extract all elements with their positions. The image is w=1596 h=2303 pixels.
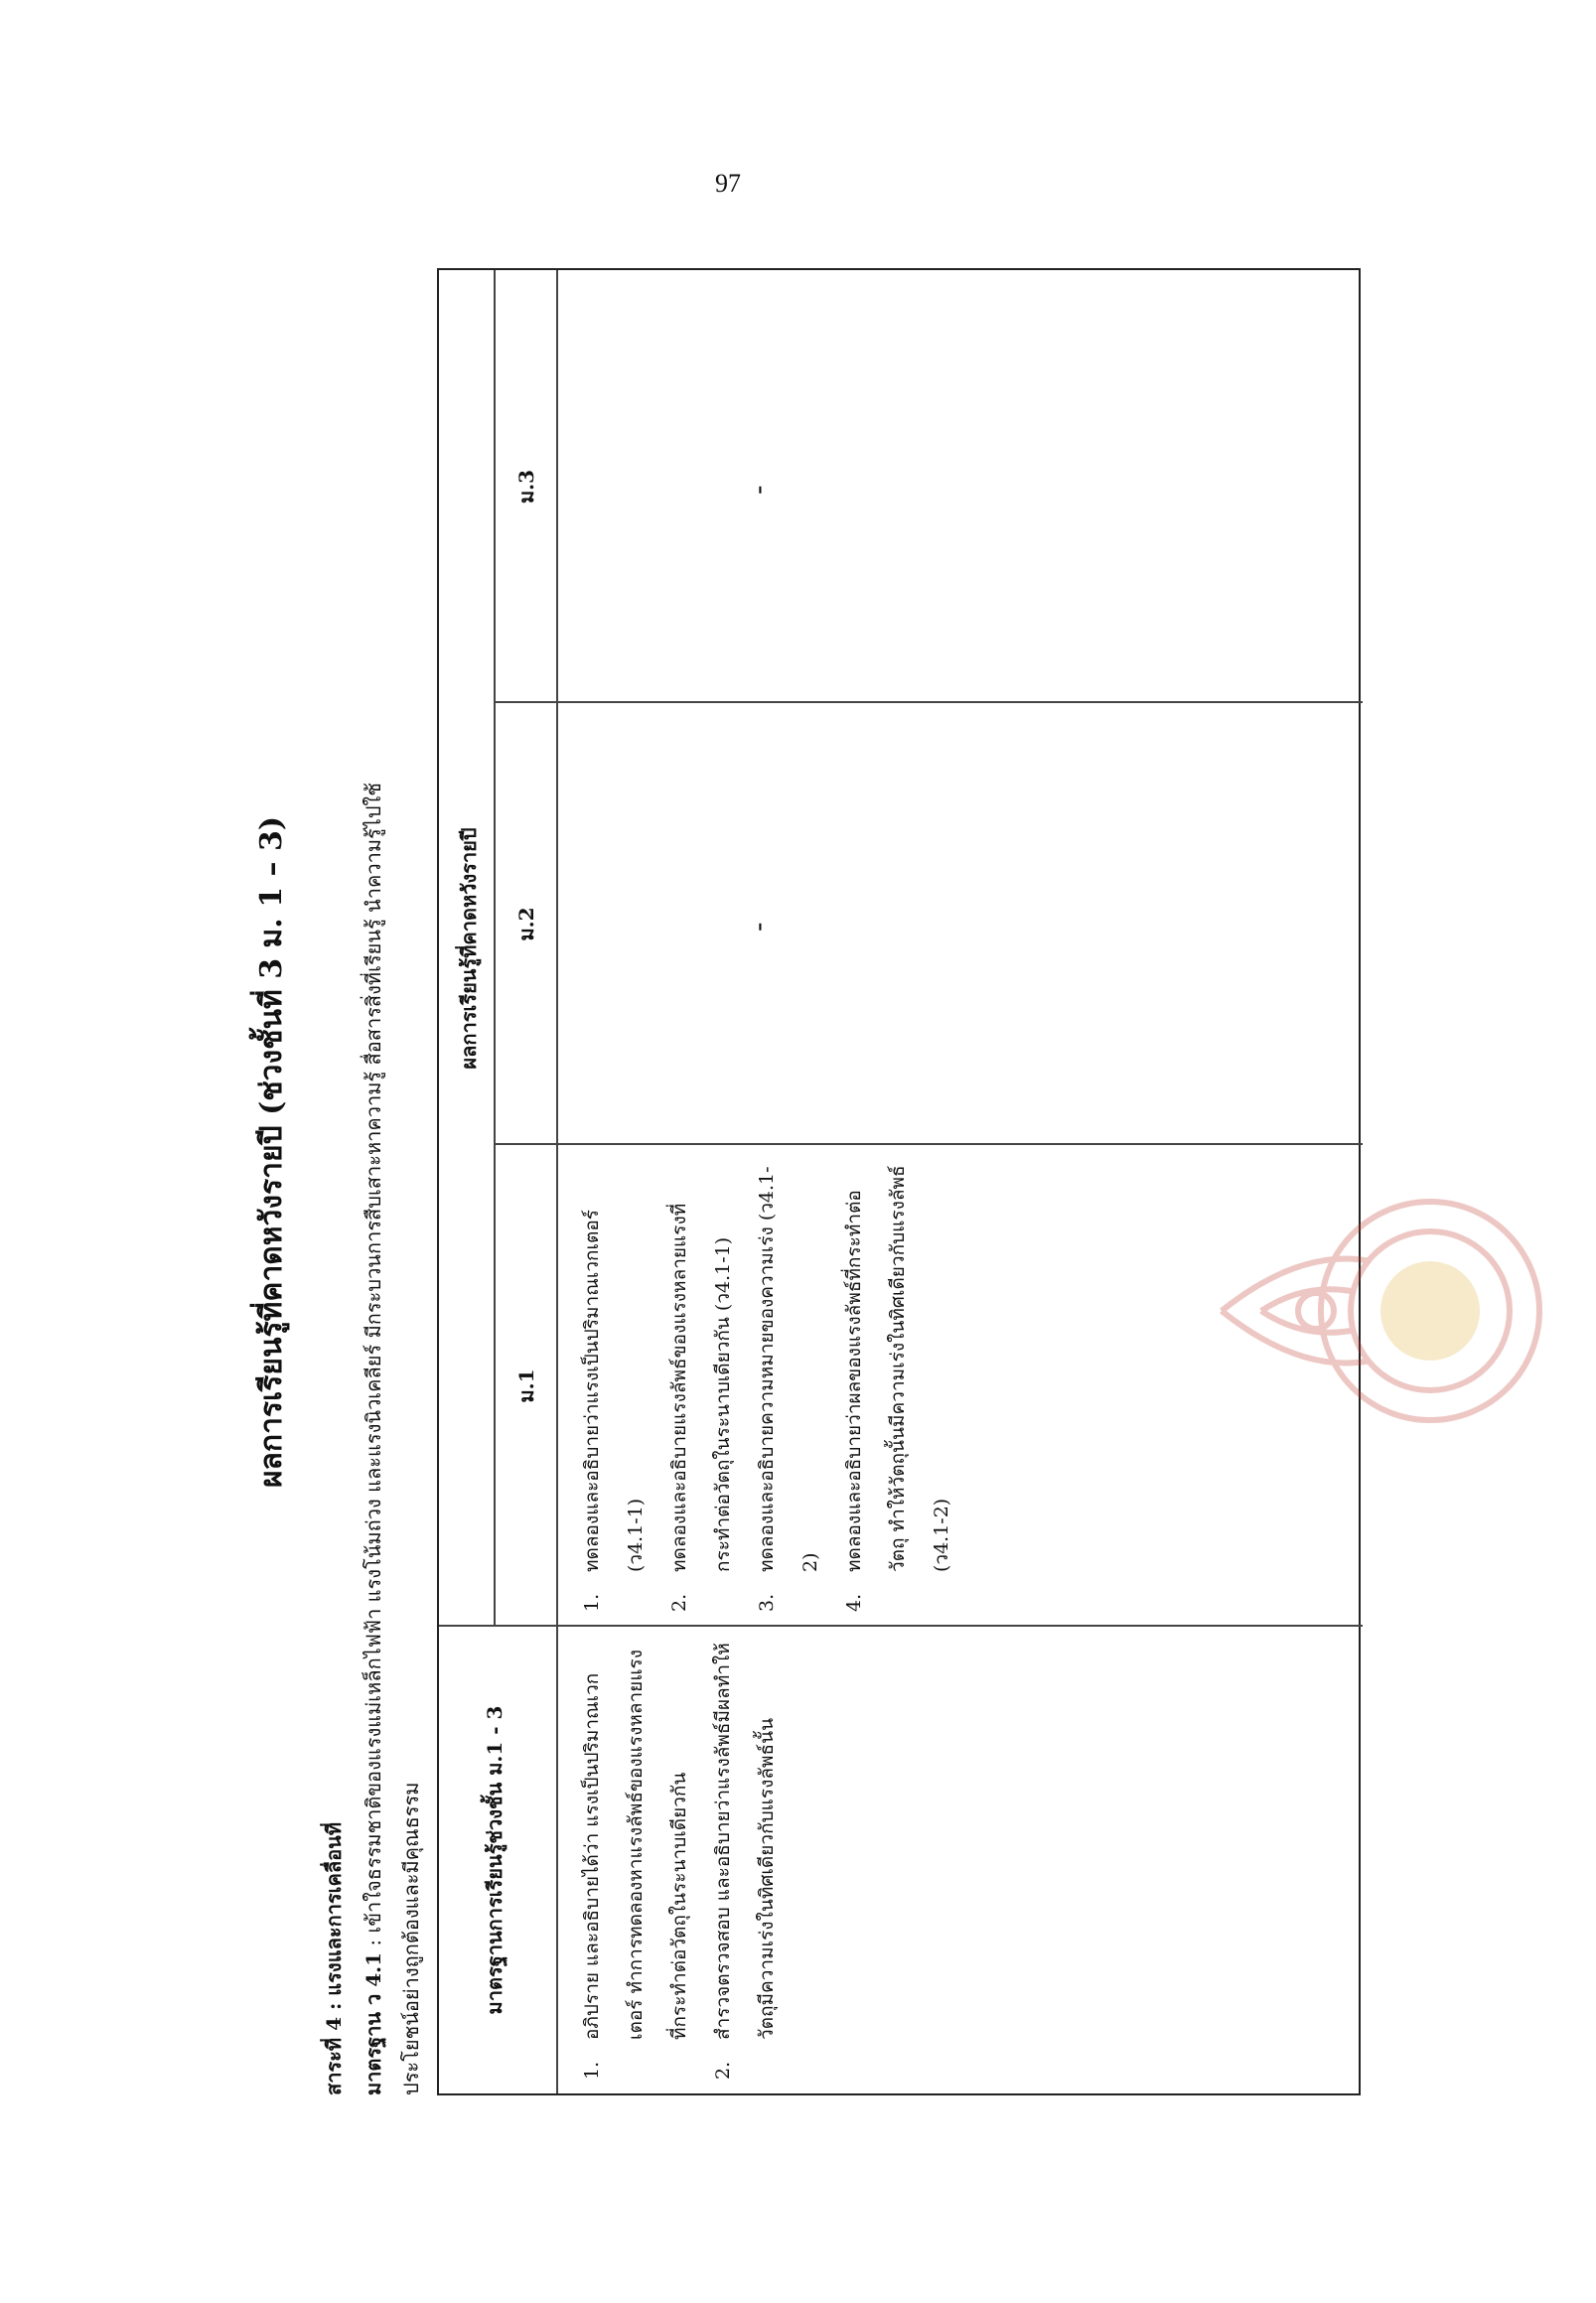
standard-text: : เข้าใจธรรมชาติของแรงแม่เหล็กไฟฟ้า แรงโน้มถ่วง และแรงนิวเคลียร์ มีกระบวนการสืบเสาะหาความรู้ สื่อสารสิ่งที่เรียนรู้ นำความรู้ไปใช้ (362, 783, 385, 1952)
item-number: 3. (756, 1593, 778, 1612)
list-item (570, 1160, 657, 1612)
standard-line-cont: ประโยชน์อย่างถูกต้องและมีคุณธรรม (399, 1782, 423, 2095)
item-text: ทดลองและอธิบายแรงลัพธ์ของแรงหลายแรงที่กระทำต่อวัตถุในระนาบเดียวกัน (ว4.1-1) (668, 1203, 734, 1572)
standard-label: มาตรฐาน ว 4.1 (362, 1951, 385, 2095)
table-divider (556, 270, 558, 2093)
strand-heading (318, 1822, 350, 2095)
standards-list (570, 1643, 789, 2080)
item-number: 1. (581, 1593, 603, 1612)
table-divider (439, 1626, 1363, 1628)
col-header-m1: ม.1 (514, 1368, 538, 1403)
item-text: ทดลองและอธิบายว่าผลของแรงลัพธ์ที่กระทำต่อวัตถุ ทำให้วัตถุนั้นมีความเร่งในทิศเดียวกับแรงลัพธ์ (ว4.1-2) (843, 1165, 952, 1572)
col-header-standards: มาตรฐานการเรียนรู้ช่วงชั้น ม.1 - 3 (483, 1705, 507, 2015)
seal-inner-ring (1351, 1231, 1510, 1390)
item-number: 4. (843, 1593, 865, 1612)
col-header-m3: ม.3 (514, 469, 538, 504)
list-item (701, 1643, 789, 2080)
strand-label: สาระที่ 4 : แรงและการเคลื่อนที่ (322, 1822, 346, 2095)
page-title: ผลการเรียนรู้ที่คาดหวังรายปี (ช่วงชั้นที่ 3 ม. 1 – 3) (254, 815, 289, 1489)
item-text: สำรวจตรวจสอบ และอธิบายว่าแรงลัพธ์มีผลทำให้วัตถุมีความเร่งในทิศเดียวกับแรงลัพธ์นั้น (712, 1643, 778, 2040)
list-item (745, 1160, 832, 1612)
table-divider (494, 702, 1363, 704)
col-header-group: ผลการเรียนรู้ที่คาดหวังรายปี (457, 827, 481, 1070)
list-item (657, 1160, 745, 1612)
table-divider (494, 270, 496, 1627)
item-number: 2. (712, 2061, 734, 2080)
list-item (832, 1160, 963, 1612)
item-number: 1. (581, 2061, 603, 2080)
rotated-page-content (248, 209, 1400, 2095)
item-text: ทดลองและอธิบายความหมายของความเร่ง (ว4.1-2) (756, 1166, 821, 1572)
item-text: ทดลองและอธิบายว่าแรงเป็นปริมาณเวกเตอร์ (ว4.1-1) (581, 1210, 647, 1572)
page-number: 97 (715, 169, 741, 198)
item-number: 2. (668, 1593, 690, 1612)
m1-outcomes-list (570, 1160, 963, 1612)
m3-empty-dash: - (742, 485, 775, 495)
table-divider (494, 1144, 1363, 1146)
col-header-m2: ม.2 (514, 907, 538, 941)
m2-empty-dash: - (742, 922, 775, 932)
item-text: อภิปราย และอธิบายได้ว่า แรงเป็นปริมาณเวกเตอร์ ทำการทดลองหาแรงลัพธ์ของแรงหลายแรงที่กระทำต่อวัตถุในระนาบเดียวกัน (581, 1649, 690, 2040)
list-item (570, 1643, 701, 2080)
outcomes-table (437, 268, 1361, 2095)
seal-center-emblem (1380, 1261, 1480, 1361)
standard-line (358, 783, 389, 2095)
